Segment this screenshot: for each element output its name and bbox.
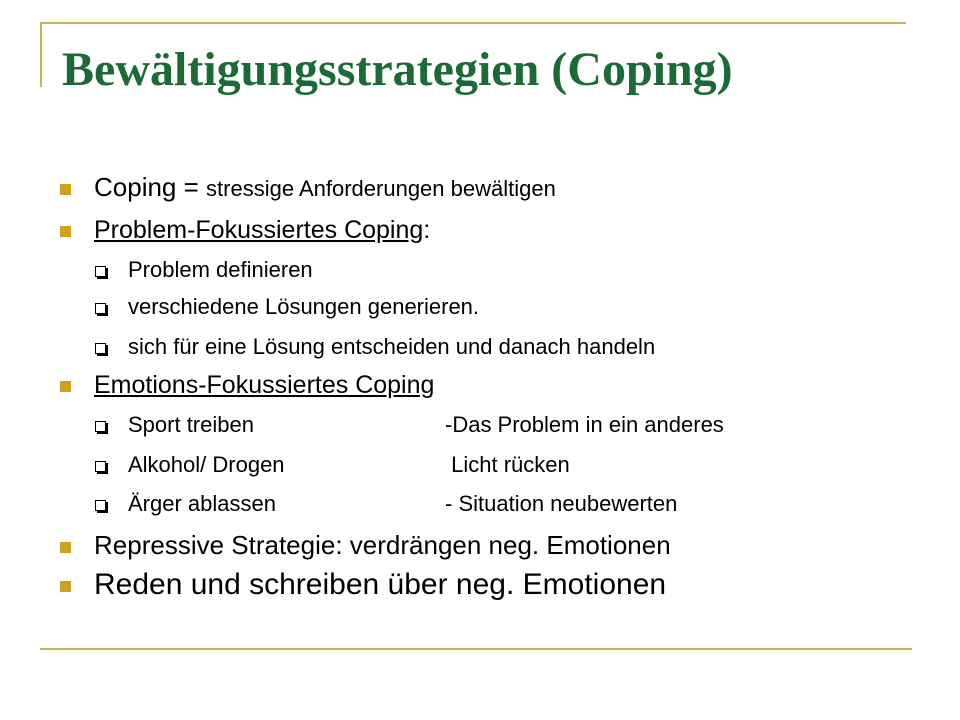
list-subitem: [95, 256, 313, 284]
list-item: [60, 370, 435, 400]
subitem-text: Ärger ablassen: [128, 491, 276, 516]
subitem-text: Problem definieren: [128, 257, 313, 282]
item-text: stressige Anforderungen bewältigen: [206, 176, 556, 201]
checkbox-bullet-icon: [95, 500, 106, 511]
list-item: [60, 567, 667, 603]
list-subitem: [95, 451, 570, 479]
top-rule: [40, 22, 906, 24]
list-subitem: [95, 293, 480, 321]
item-heading: Problem-Fokussiertes Coping: [94, 216, 424, 244]
list-subitem: [95, 333, 656, 361]
bottom-rule: [40, 648, 912, 650]
item-text: Repressive Strategie: verdrängen neg. Emotionen: [94, 530, 671, 560]
item-text: Reden und schreiben über neg. Emotionen: [94, 568, 667, 601]
checkbox-bullet-icon: [95, 343, 106, 354]
square-bullet-icon: [60, 184, 71, 195]
list-item: [60, 172, 556, 202]
square-bullet-icon: [60, 581, 71, 592]
square-bullet-icon: [60, 381, 71, 392]
item-lead: Coping =: [94, 172, 207, 202]
item-heading: Emotions-Fokussiertes Coping: [94, 371, 435, 399]
subitem-text: sich für eine Lösung entscheiden und danach handeln: [128, 334, 656, 359]
list-subitem: [95, 490, 678, 518]
subitem-note: - Situation neubewerten: [445, 491, 678, 516]
list-item: [60, 215, 431, 245]
slide-title: Bewältigungsstrategien (Coping): [62, 43, 733, 96]
list-subitem: [95, 411, 724, 439]
checkbox-bullet-icon: [95, 421, 106, 432]
item-suffix: :: [423, 216, 431, 244]
subitem-text: verschiedene Lösungen generieren.: [128, 294, 480, 319]
checkbox-bullet-icon: [95, 266, 106, 277]
subitem-text: Alkohol/ Drogen: [128, 452, 285, 477]
subitem-note: Licht rücken: [445, 452, 570, 477]
square-bullet-icon: [60, 226, 71, 237]
checkbox-bullet-icon: [95, 461, 106, 472]
left-rule: [40, 22, 42, 87]
list-item: [60, 530, 671, 560]
subitem-text: Sport treiben: [128, 412, 254, 437]
subitem-note: -Das Problem in ein anderes: [445, 412, 724, 437]
checkbox-bullet-icon: [95, 303, 106, 314]
square-bullet-icon: [60, 542, 71, 553]
